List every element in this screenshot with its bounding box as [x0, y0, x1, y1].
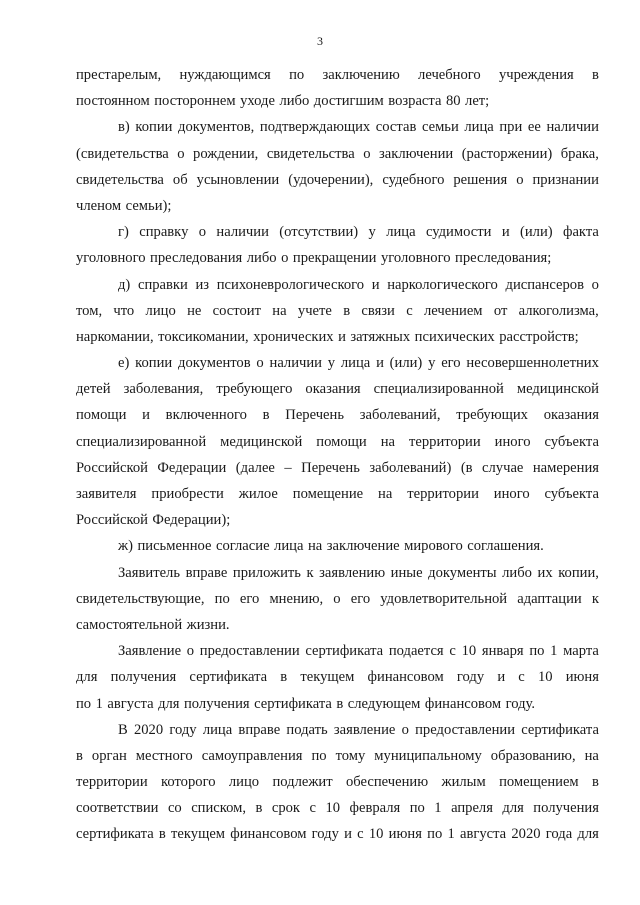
text-line: ж) письменное согласие лица на заключение мирового соглашения.: [118, 538, 544, 555]
text-line: том, что лицо не состоит на учете в связи с лечением от алкоголизма,: [76, 302, 599, 319]
page-number: 3: [317, 34, 323, 48]
text-line: территории которого лицо подлежит обеспечению жилым помещением в: [76, 774, 599, 791]
text-line: в орган местного самоуправления по тому муниципальному образованию, на: [76, 747, 599, 764]
text-line: свидетельствующие, по его мнению, о его удовлетворительной адаптации к: [76, 590, 599, 607]
text-line: специализированной медицинской помощи на территории иного субъекта: [76, 433, 599, 450]
text-line: Заявление о предоставлении сертификата подается с 10 января по 1 марта: [118, 643, 599, 660]
paragraph-p-application: [76, 638, 599, 717]
text-line: для получения сертификата в текущем финансовом году и с 10 июня: [76, 669, 599, 686]
text-line: сертификата в текущем финансовом году и с 10 июня по 1 августа 2020 года для: [76, 826, 599, 843]
paragraph-p-v: [76, 114, 599, 219]
text-line: свидетельства об усыновлении (удочерении), судебного решения о признании: [76, 171, 599, 188]
text-line: Российской Федерации);: [76, 512, 231, 529]
text-line: самостоятельной жизни.: [76, 616, 230, 633]
text-line: по 1 августа для получения сертификата в следующем финансовом году.: [76, 695, 535, 712]
text-line: В 2020 году лица вправе подать заявление о предоставлении сертификата: [118, 721, 599, 738]
text-line: постоянном постороннем уходе либо достигшим возраста 80 лет;: [76, 93, 490, 110]
paragraph-p-g: [76, 219, 599, 271]
paragraph-p-cont: [76, 62, 599, 114]
text-line: Российской Федерации (далее – Перечень заболеваний) (в случае намерения: [76, 459, 599, 476]
text-line: престарелым, нуждающимся по заключению лечебного учреждения в: [76, 67, 599, 83]
text-line: уголовного преследования либо о прекращении уголовного преследования;: [76, 250, 552, 267]
paragraph-p-d: [76, 272, 599, 351]
text-line: наркомании, токсикомании, хронических и затяжных психических расстройств;: [76, 328, 579, 345]
document-body: [76, 62, 599, 848]
text-line: д) справки из психоневрологического и наркологического диспансеров о: [118, 276, 599, 293]
text-line: заявителя приобрести жилое помещение на территории иного субъекта: [76, 486, 599, 502]
text-line: е) копии документов о наличии у лица и (или) у его несовершеннолетних: [118, 355, 599, 372]
paragraph-p-applicant: [76, 560, 599, 639]
text-line: (свидетельства о рождении, свидетельства о заключении (расторжении) брака,: [76, 145, 599, 162]
paragraph-p-e: [76, 350, 599, 533]
text-line: членом семьи);: [76, 197, 172, 214]
paragraph-p-2020: [76, 717, 599, 848]
paragraph-p-zh: [76, 533, 599, 559]
text-line: в) копии документов, подтверждающих состав семьи лица при ее наличии: [118, 119, 599, 136]
text-line: детей заболевания, требующего оказания специализированной медицинской: [76, 381, 599, 398]
text-line: помощи и включенного в Перечень заболеваний, требующих оказания: [76, 407, 599, 424]
text-line: г) справку о наличии (отсутствии) у лица судимости и (или) факта: [118, 224, 599, 241]
text-line: соответствии со списком, в срок с 10 февраля по 1 апреля для получения: [76, 800, 599, 817]
text-line: Заявитель вправе приложить к заявлению иные документы либо их копии,: [118, 564, 599, 581]
